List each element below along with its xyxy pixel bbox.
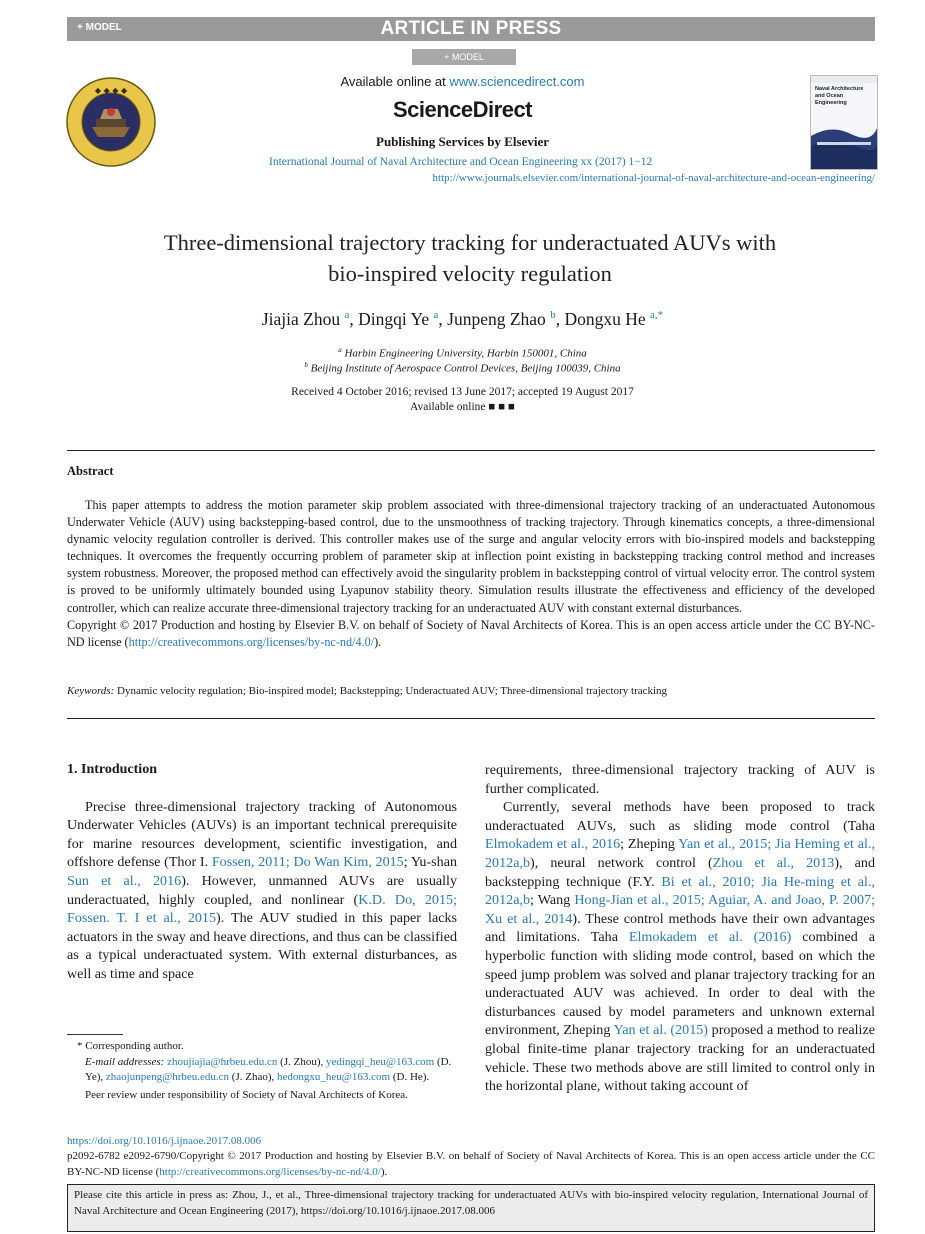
article-in-press-banner (67, 17, 875, 41)
citation-link[interactable]: Bi et al., 2010; Jia He-ming et al., 2012a,b (485, 873, 875, 909)
affiliation-link[interactable]: b (550, 309, 556, 322)
citation-link[interactable]: K.D. Do, 2015; Fossen. T. I et al., 2015 (67, 891, 457, 927)
peer-review-note: Peer review under responsibility of Society of Naval Architects of Korea. (85, 1088, 408, 1101)
author-name: Dongxu He (564, 309, 646, 329)
citation-link[interactable]: Yan et al. (2015) (613, 1022, 708, 1039)
left-column (67, 761, 457, 984)
article-title-line-1: Three-dimensional trajectory tracking for underactuated AUVs with (163, 230, 777, 255)
received-dates: Received 4 October 2016; revised 13 June 2017; accepted 19 August 2017 (291, 386, 634, 398)
abstract-body (67, 497, 875, 651)
affiliation-b: $^b$ Beijing Institute of Aerospace Control Devices, Beijing 100039, China (304, 361, 621, 375)
intro-paragraph-1: Precise three-dimensional trajectory tracking of Autonomous Underwater Vehicles (AUVs) is an important technical prerequisite for marine resources development, scientific investigation, and offshore defense (Thor I. Fossen, 2011; Do Wan Kim, 2015; Yu-shan Sun et al., 2016). However, unmanned AUVs are usually underactuated, highly coupled, and nonlinear (K.D. Do, 2015; Fossen. T. I et al., 2015). The AUV studied in this paper lacks actuators in the sway and heave directions, and thus can be classified as a typical underactuated system. With external disturbances, as well as time and space (67, 798, 458, 982)
available-online-line: Available online at www.sciencedirect.com (340, 74, 585, 89)
article-title-line-2: bio-inspired velocity regulation (328, 261, 612, 286)
license-link[interactable]: http://creativecommons.org/licenses/by-nc-nd/4.0/ (128, 634, 375, 649)
affiliation-a: $^a$ Harbin Engineering University, Harbin 150001, China (338, 346, 587, 360)
journal-cover (810, 75, 878, 170)
sciencedirect-brand: ScienceDirect (392, 97, 533, 122)
corresponding-author-note: * Corresponding author. (77, 1040, 184, 1052)
citation-link[interactable]: Elmokadem et al. (2016) (628, 929, 792, 946)
citation-link[interactable]: Yan et al., 2015; Jia Heming et al., 2012a,b (485, 836, 875, 871)
abstract-heading: Abstract (67, 464, 114, 478)
intro-paragraph-2: Currently, several methods have been proposed to track underactuated AUVs, such as sliding mode control (Taha Elmokadem et al., 2016; Zheping Yan et al., 2015; Jia Heming et al., 2012a,b), neural network control (Zhou et al., 2013), and backstepping technique (F.Y. Bi et al., 2010; Jia He-ming et al., 2012a,b; Wang Hong-Jian et al., 2015; Aguiar, A. and Joao, P. 2007; Xu et al., 2014). These control methods have their own advantages and limitations. Taha Elmokadem et al. (2016) combined a hyperbolic function with sliding mode control, based on which the speed jump problem was solved and planar trajectory tracking for an underactuated AUV was achieved. In order to deal with the disturbances caused by model parameters and unknown external environment, Zheping Yan et al. (2015) proposed a method to realize global finite-time planar trajectory tracking for an underactuated vehicle. These two methods above are still limited to control only in the horizontal plane, without taking account of (485, 799, 876, 1095)
email-link[interactable]: yedingqi_heu@163.com (325, 1055, 435, 1068)
email-link[interactable]: zhoujiajia@hrbeu.edu.cn (167, 1055, 278, 1068)
citation-link[interactable]: Zhou et al., 2013 (712, 854, 835, 871)
author-list: Jiajia Zhou $^a$, Dingqi Ye $^a$, Junpeng Zhao $^b$, Dongxu He $^{a,*}$ (261, 309, 664, 329)
model-tag-2: + MODEL (412, 49, 516, 65)
affiliation-link[interactable]: a,* (649, 309, 664, 322)
abstract-text: This paper attempts to address the motion parameter skip problem associated with three-dimensional trajectory tracking of an underactuated Autonomous Underwater Vehicle (AUV) using backstepping-based control, due to the unsmoothness of tracking trajectory. Through kinematics concepts, a three-dimensional dynamic velocity regulation controller is derived. This controller makes use of the surge and angular velocity errors with bio-inspired models and backstepping techniques. It overcomes the frequently occurring problem of parameter skip at inflection point existing in backstepping tracking control method and increases system robustness. Moreover, the proposed method can effectively avoid the singularity problem in backstepping control of virtual velocity error. The control system is proved to be uniformly ultimately bounded using Lyapunov stability theory. Simulation results illustrate the effectiveness and efficiency of the developed controller, which can realize accurate three-dimensional trajectory tracking for an underactuated AUV with constant external disturbances. (67, 498, 875, 615)
abstract-copyright: Copyright © 2017 Production and hosting by Elsevier B.V. on behalf of Society of Naval Architects of Korea. This is an open access article under the CC BY-NC-ND license (http://creativecommons.org/licenses/by-nc-nd/4.0/). (67, 617, 875, 649)
journal-url[interactable]: http://www.journals.elsevier.com/international-journal-of-naval-architecture-and-ocean-engineering/ (432, 172, 875, 184)
issn-copyright: p2092-6782 e2092-6790/Copyright © 2017 Production and hosting by Elsevier B.V. on behalf of Society of Naval Architects of Korea. This is an open access article under the CC BY-NC-ND license (http://creativecommons.org/licenses/by-nc-nd/4.0/). (67, 1150, 875, 1178)
available-online-date: Available online ■ ■ ■ (410, 401, 515, 413)
affiliation-link[interactable]: a (433, 309, 439, 322)
article-meta (67, 1134, 875, 1180)
citation-link[interactable]: Elmokadem et al., 2016 (485, 836, 621, 853)
author-name: Junpeng Zhao (447, 309, 546, 329)
cover-title: Naval Architecture and Ocean Engineering (815, 86, 864, 106)
svg-text:◆ ◆ ◆ ◆: ◆ ◆ ◆ ◆ (94, 86, 128, 95)
footnote-divider (67, 1034, 123, 1035)
intro-paragraph-continued: requirements, three-dimensional trajectory tracking of AUV is further complicated. (485, 762, 875, 797)
journal-link[interactable]: International Journal of Naval Architecture and Ocean Engineering xx (2017) 1−12 (269, 156, 653, 168)
publishing-services: Publishing Services by Elsevier (376, 134, 549, 149)
license-link[interactable]: http://creativecommons.org/licenses/by-nc-nd/4.0/ (159, 1165, 381, 1178)
email-link[interactable]: hedongxu_heu@163.com (277, 1071, 391, 1084)
affiliation-link[interactable]: a (344, 309, 350, 322)
footnotes (67, 1039, 459, 1103)
citation-link[interactable]: Hong-Jian et al., 2015; Aguiar, A. and Joao, P. 2007; Xu et al., 2014 (485, 892, 875, 927)
right-column (485, 761, 875, 1096)
citation-link[interactable]: Sun et al., 2016 (67, 872, 182, 889)
citation-box: Please cite this article in press as: Zhou, J., et al., Three-dimensional trajectory tracking for underactuated AUVs with bio-inspired velocity regulation, International Journal of Naval Architecture and Ocean Engineering (2017), https://doi.org/10.1016/j.ijnaoe.2017.08.006 (67, 1184, 875, 1232)
doi-link[interactable]: https://doi.org/10.1016/j.ijnaoe.2017.08.006 (67, 1135, 262, 1147)
section-heading: 1. Introduction (67, 762, 157, 777)
divider (67, 450, 875, 451)
email-link[interactable]: zhaojunpeng@hrbeu.edu.cn (105, 1071, 230, 1084)
citation-link[interactable]: Fossen, 2011; Do Wan Kim, 2015 (211, 854, 404, 871)
keywords: Keywords: Dynamic velocity regulation; Bio-inspired model; Backstepping; Underactuated AUV; Three-dimensional trajectory tracking (67, 685, 668, 697)
banner-text: ARTICLE IN PRESS (380, 18, 562, 39)
divider (67, 718, 875, 719)
email-addresses: E-mail addresses: zhoujiajia@hrbeu.edu.cn (J. Zhou), yedingqi_heu@163.com (D. Ye), zhaojunpeng@hrbeu.edu.cn (J. Zhao), hedongxu_heu@163.com (D. He). (85, 1055, 452, 1084)
author-name: Dingqi Ye (358, 309, 430, 329)
sciencedirect-link[interactable]: www.sciencedirect.com (449, 74, 585, 89)
author-name: Jiajia Zhou (261, 309, 341, 329)
model-tag: + MODEL (77, 22, 122, 33)
